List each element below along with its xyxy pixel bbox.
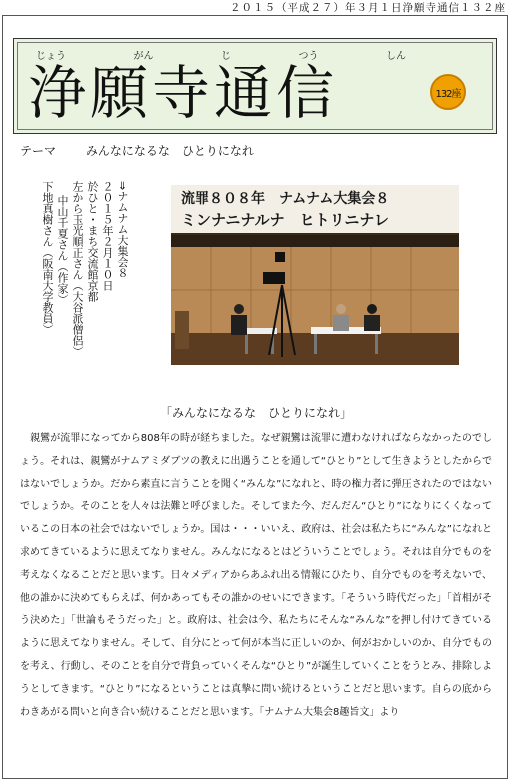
caption-line: 於ひと・まち交流館京都 [86,181,99,302]
caption-line: 下地真樹さん（阪南大学教員） [41,181,54,335]
newsletter-title: 浄願寺通信 [28,59,339,127]
theme-label: テーマ [20,144,57,158]
event-photo [171,185,459,365]
theme-text: みんなになるな ひとりになれ [85,144,254,158]
banner-text-1: 流罪８０８年 ナムナム大集会８ [181,191,390,207]
ruby-ji: じ [221,51,231,62]
issue-number-badge: 132座 [430,74,466,110]
ruby-shin: しん [386,51,406,62]
theme-line [20,142,254,159]
caption-line: 中山千夏さん（作家） [56,195,69,305]
ruby-jou: じょう [36,51,66,62]
caption-line: ⇒ナムナム大集会８ [116,181,129,279]
article-heading: 「みんなになるな ひとりになれ」 [159,406,352,420]
event-photo-graphic [171,185,459,365]
caption-line: 左から玉光順正さん（大谷派僧侶） [71,181,84,357]
banner-text-2: ミンナニナルナ ヒトリニナレ [181,211,390,229]
caption-line: ２０１５年２月１０日 [101,181,114,291]
ruby-gan: がん [133,51,154,62]
article-body: 親鸞が流罪になってから808年の時が経ちました。なぜ親鸞は流罪に遭わなければならなかったのでしょう。それは、親鸞がナムアミダブツの教えに出遇うことを通して“ひとり”として生きようとしたからではないでしょうか。だから素直に言うことを聞く“みんな”になれと、時の権力者に弾圧されたのではないでしょうか。そのことを人々は法難と呼びました。そしてまた今、だんだん“ひとり”になりにくくなっているこの日本の社会ではないでしょうか。国は・・・いいえ、政府は、社会は私たちに“みんな”になれと求めてきているように思えてなりません。みんなになるとはどういうことでしょう。それは自分でものを考えなくなることだと思います。日々メディアからあふれ出る情報にひたり、自分でものを考えないで、他の誰かに決めてもらえば、何かあってもその誰かのせいにできます。「そういう時代だった」「首相がそう決めた」「世論もそうだった」と。政府は、社会は今、私たちにそんな“みんな”を押し付けてきているように思えてなりません。そして、自分にとって何が本当に正しいのか、何がおかしいのか、自分でものを考え、行動し、そのことを自分で背負っていくそんな“ひとり”が誕生していくことをうとみ、排除しようとしてきます。“ひとり”になるということは真摯に問い続けるということだと思います。自らの底からわきあがる問いと向き合い続けることだと思います。「ナムナム大集会8趣旨文」より [20,433,492,718]
photo-caption [40,181,129,381]
issue-date-line: ２０１５（平成２７）年３月１日浄願寺通信１３２座 [230,2,506,14]
masthead [13,38,497,134]
ruby-tsuu: つう [298,51,319,62]
